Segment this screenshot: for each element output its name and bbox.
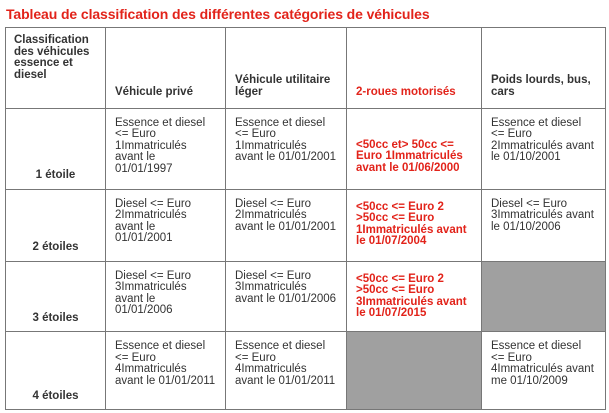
column-header-vehicule-utilitaire: Véhicule utilitaire léger <box>226 28 347 109</box>
classification-table <box>5 27 606 410</box>
page-title: Tableau de classification des différentes catégories de véhicules <box>6 6 430 22</box>
cell-1-etoile-2-roues: <50cc et> 50cc <= Euro 1Immatriculés avant le 01/06/2000 <box>347 108 482 189</box>
cell-3-etoiles-poids-lourds-empty <box>482 261 606 332</box>
cell-2-etoiles-poids-lourds: Diesel <= Euro 3Immatriculés avant le 01/10/2006 <box>482 189 606 261</box>
corner-header: Classification des véhicules essence et diesel <box>6 28 106 109</box>
table-row-4-etoiles <box>6 332 606 410</box>
cell-1-etoile-vehicule-prive: Essence et diesel <= Euro 1Immatriculés avant le 01/01/1997 <box>106 108 226 189</box>
cell-3-etoiles-vehicule-utilitaire: Diesel <= Euro 3Immatriculés avant le 01/01/2006 <box>226 261 347 332</box>
cell-3-etoiles-vehicule-prive: Diesel <= Euro 3Immatriculés avant le 01/01/2006 <box>106 261 226 332</box>
cell-3-etoiles-2-roues: <50cc <= Euro 2 >50cc <= Euro 3Immatriculés avant le 01/07/2015 <box>347 261 482 332</box>
row-header-2-etoiles: 2 étoiles <box>6 189 106 261</box>
cell-4-etoiles-vehicule-prive: Essence et diesel <= Euro 4Immatriculés avant le 01/01/2011 <box>106 332 226 410</box>
table-row-3-etoiles <box>6 261 606 332</box>
cell-4-etoiles-2-roues-empty <box>347 332 482 410</box>
table-row-1-etoile <box>6 108 606 189</box>
table-row-2-etoiles <box>6 189 606 261</box>
cell-4-etoiles-poids-lourds: Essence et diesel <= Euro 4Immatriculés avant me 01/10/2009 <box>482 332 606 410</box>
row-header-3-etoiles: 3 étoiles <box>6 261 106 332</box>
column-header-vehicule-prive: Véhicule privé <box>106 28 226 109</box>
row-header-4-etoiles: 4 étoiles <box>6 332 106 410</box>
cell-1-etoile-vehicule-utilitaire: Essence et diesel <= Euro 1Immatriculés avant le 01/01/2001 <box>226 108 347 189</box>
column-header-2-roues: 2-roues motorisés <box>347 28 482 109</box>
cell-4-etoiles-vehicule-utilitaire: Essence et diesel <= Euro 4Immatriculés avant le 01/01/2011 <box>226 332 347 410</box>
cell-1-etoile-poids-lourds: Essence et diesel <= Euro 2Immatriculés avant le 01/10/2001 <box>482 108 606 189</box>
table-header-row <box>6 28 606 109</box>
column-header-poids-lourds: Poids lourds, bus, cars <box>482 28 606 109</box>
cell-2-etoiles-2-roues: <50cc <= Euro 2 >50cc <= Euro 1Immatriculés avant le 01/07/2004 <box>347 189 482 261</box>
row-header-1-etoile: 1 étoile <box>6 108 106 189</box>
cell-2-etoiles-vehicule-utilitaire: Diesel <= Euro 2Immatriculés avant le 01/01/2001 <box>226 189 347 261</box>
cell-2-etoiles-vehicule-prive: Diesel <= Euro 2Immatriculés avant le 01/01/2001 <box>106 189 226 261</box>
